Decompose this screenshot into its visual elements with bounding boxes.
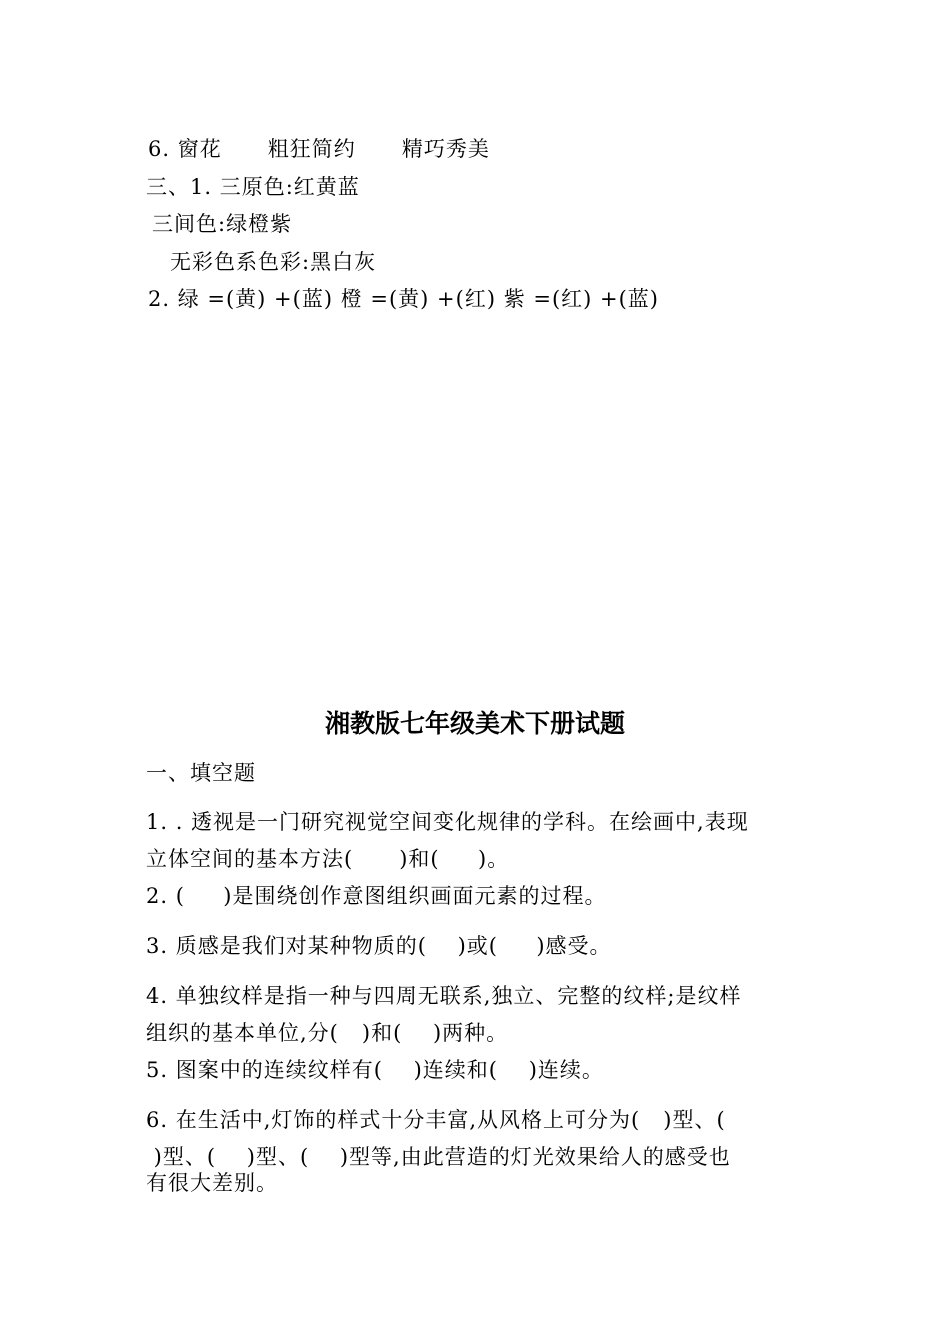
question-1-line-1: 1. . 透视是一门研究视觉空间变化规律的学科。在绘画中,表现 xyxy=(146,810,749,834)
question-6-line-3: 有很大差别。 xyxy=(146,1171,278,1195)
question-4-line-1: 4. 单独纹样是指一种与四周无联系,独立、完整的纹样;是纹样 xyxy=(146,984,742,1008)
question-3: 3. 质感是我们对某种物质的( )或( )感受。 xyxy=(146,934,612,958)
question-6-line-1: 6. 在生活中,灯饰的样式十分丰富,从风格上可分为( )型、( xyxy=(146,1108,726,1132)
answer-line-secondary-colors: 三间色:绿橙紫 xyxy=(152,212,293,236)
exam-title: 湘教版七年级美术下册试题 xyxy=(324,709,625,738)
question-2: 2. ( )是围绕创作意图组织画面元素的过程。 xyxy=(146,884,607,908)
section-heading: 一、填空题 xyxy=(146,761,256,785)
answer-line-6: 6. 窗花 粗狂简约 精巧秀美 xyxy=(148,137,490,161)
question-6-line-2: )型、( )型、( )型等,由此营造的灯光效果给人的感受也 xyxy=(146,1145,731,1169)
question-4-line-2: 组织的基本单位,分( )和( )两种。 xyxy=(146,1021,509,1045)
answer-line-achromatic: 无彩色系色彩:黑白灰 xyxy=(170,250,377,274)
question-1-line-2: 立体空间的基本方法( )和( )。 xyxy=(146,847,510,871)
question-5: 5. 图案中的连续纹样有( )连续和( )连续。 xyxy=(146,1058,604,1082)
answer-line-primary-colors: 三、1. 三原色:红黄蓝 xyxy=(146,175,360,199)
answer-line-mixing: 2. 绿 =(黄) +(蓝) 橙 =(黄) +(红) 紫 =(红) +(蓝) xyxy=(148,287,660,311)
